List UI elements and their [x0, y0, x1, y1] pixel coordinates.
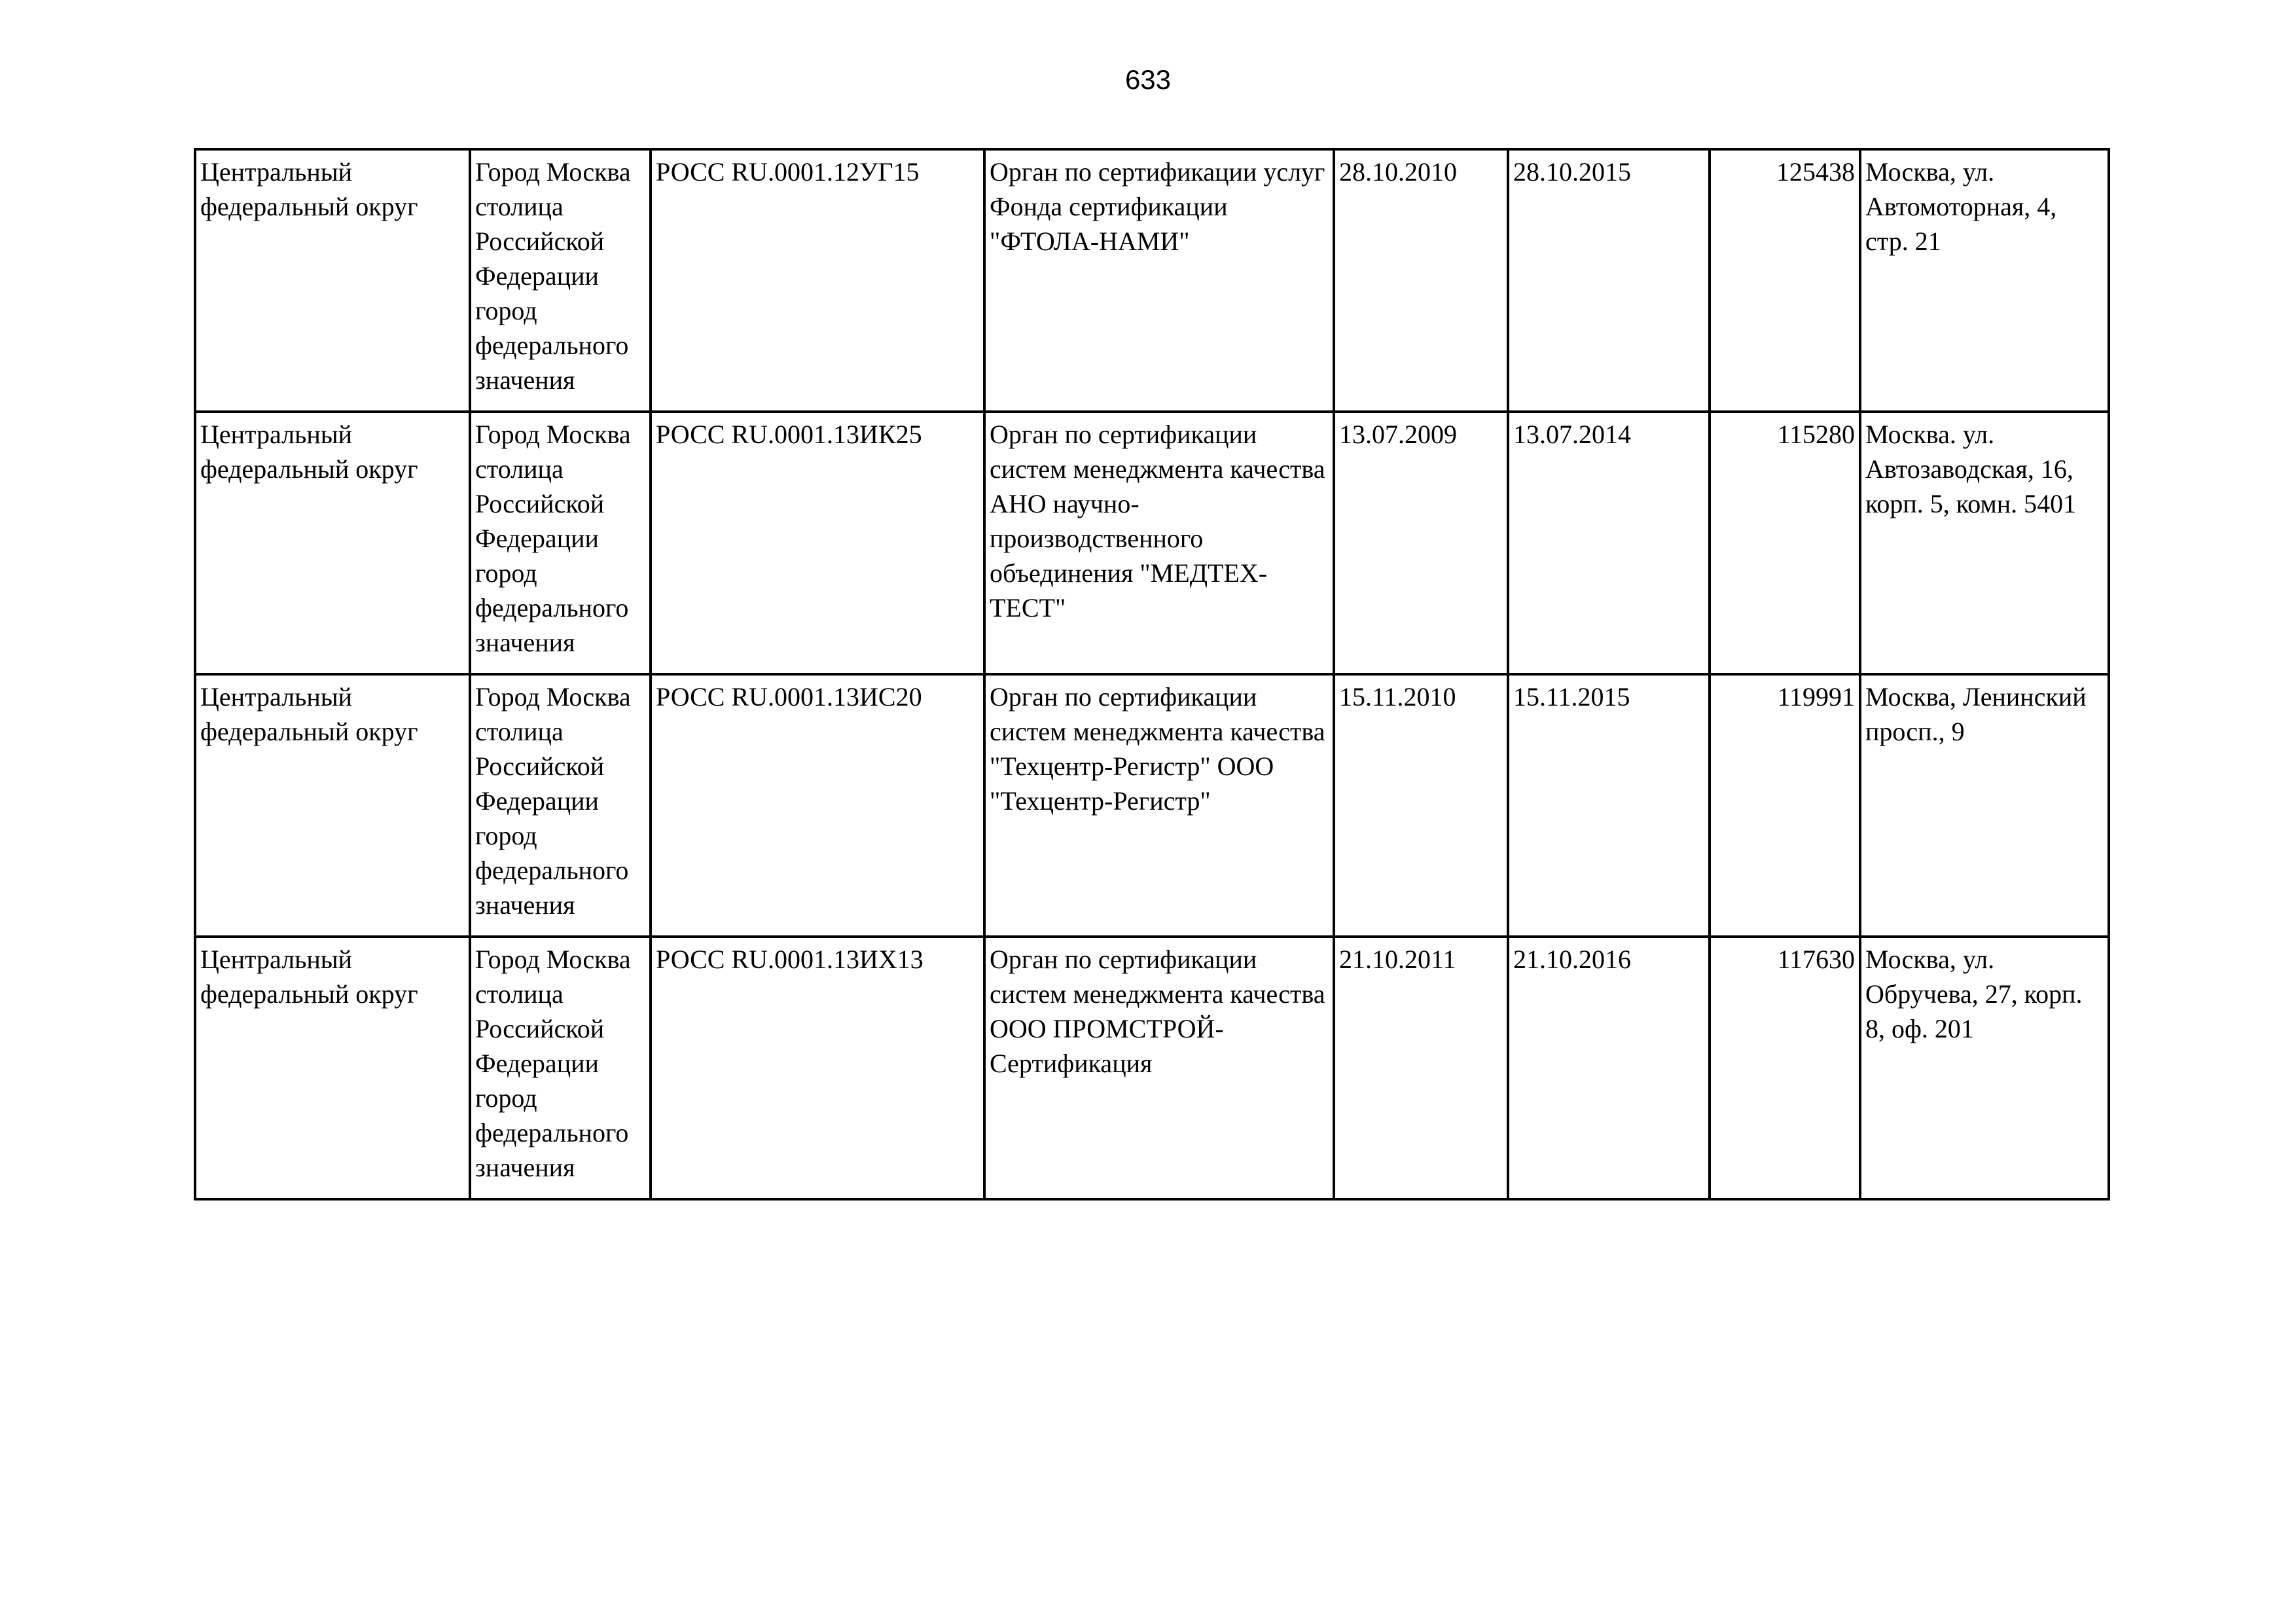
- region-cell: Город Москва столица Российской Федерации город федерального значения: [470, 149, 651, 412]
- address-cell: Москва, ул. Автомоторная, 4, стр. 21: [1860, 149, 2109, 412]
- certification-body-cell: Орган по сертификации систем менеджмента качества ООО ПРОМСТРОЙ-Сертификация: [984, 937, 1334, 1199]
- table-row: [195, 674, 2109, 937]
- region-cell: Город Москва столица Российской Федерации город федерального значения: [470, 412, 651, 674]
- district-cell: Центральный федеральный округ: [195, 674, 470, 937]
- certification-body-cell: Орган по сертификации систем менеджмента качества АНО научно-производственного объединения "МЕДТЕХ-ТЕСТ": [984, 412, 1334, 674]
- table-row: [195, 149, 2109, 412]
- region-cell: Город Москва столица Российской Федерации город федерального значения: [470, 674, 651, 937]
- date-from-cell: 28.10.2010: [1334, 149, 1508, 412]
- date-from-cell: 21.10.2011: [1334, 937, 1508, 1199]
- date-from-cell: 15.11.2010: [1334, 674, 1508, 937]
- date-to-cell: 15.11.2015: [1508, 674, 1710, 937]
- registration-number-cell: РОСС RU.0001.13ИК25: [651, 412, 984, 674]
- certification-body-cell: Орган по сертификации услуг Фонда сертификации "ФТОЛА-НАМИ": [984, 149, 1334, 412]
- postcode-cell: 125438: [1710, 149, 1860, 412]
- postcode-cell: 115280: [1710, 412, 1860, 674]
- registration-number-cell: РОСС RU.0001.12УГ15: [651, 149, 984, 412]
- certification-body-cell: Орган по сертификации систем менеджмента качества "Техцентр-Регистр" ООО "Техцентр-Регистр": [984, 674, 1334, 937]
- address-cell: Москва. ул. Автозаводская, 16, корп. 5, комн. 5401: [1860, 412, 2109, 674]
- registration-number-cell: РОСС RU.0001.13ИХ13: [651, 937, 984, 1199]
- registration-number-cell: РОСС RU.0001.13ИС20: [651, 674, 984, 937]
- postcode-cell: 117630: [1710, 937, 1860, 1199]
- table-row: [195, 412, 2109, 674]
- date-to-cell: 13.07.2014: [1508, 412, 1710, 674]
- address-cell: Москва, ул. Обручева, 27, корп. 8, оф. 201: [1860, 937, 2109, 1199]
- district-cell: Центральный федеральный округ: [195, 412, 470, 674]
- date-from-cell: 13.07.2009: [1334, 412, 1508, 674]
- page-number: 633: [1124, 64, 1172, 95]
- certification-registry-table: [194, 148, 2110, 1200]
- district-cell: Центральный федеральный округ: [195, 149, 470, 412]
- date-to-cell: 21.10.2016: [1508, 937, 1710, 1199]
- district-cell: Центральный федеральный округ: [195, 937, 470, 1199]
- date-to-cell: 28.10.2015: [1508, 149, 1710, 412]
- postcode-cell: 119991: [1710, 674, 1860, 937]
- table-row: [195, 937, 2109, 1199]
- region-cell: Город Москва столица Российской Федерации город федерального значения: [470, 937, 651, 1199]
- address-cell: Москва, Ленинский просп., 9: [1860, 674, 2109, 937]
